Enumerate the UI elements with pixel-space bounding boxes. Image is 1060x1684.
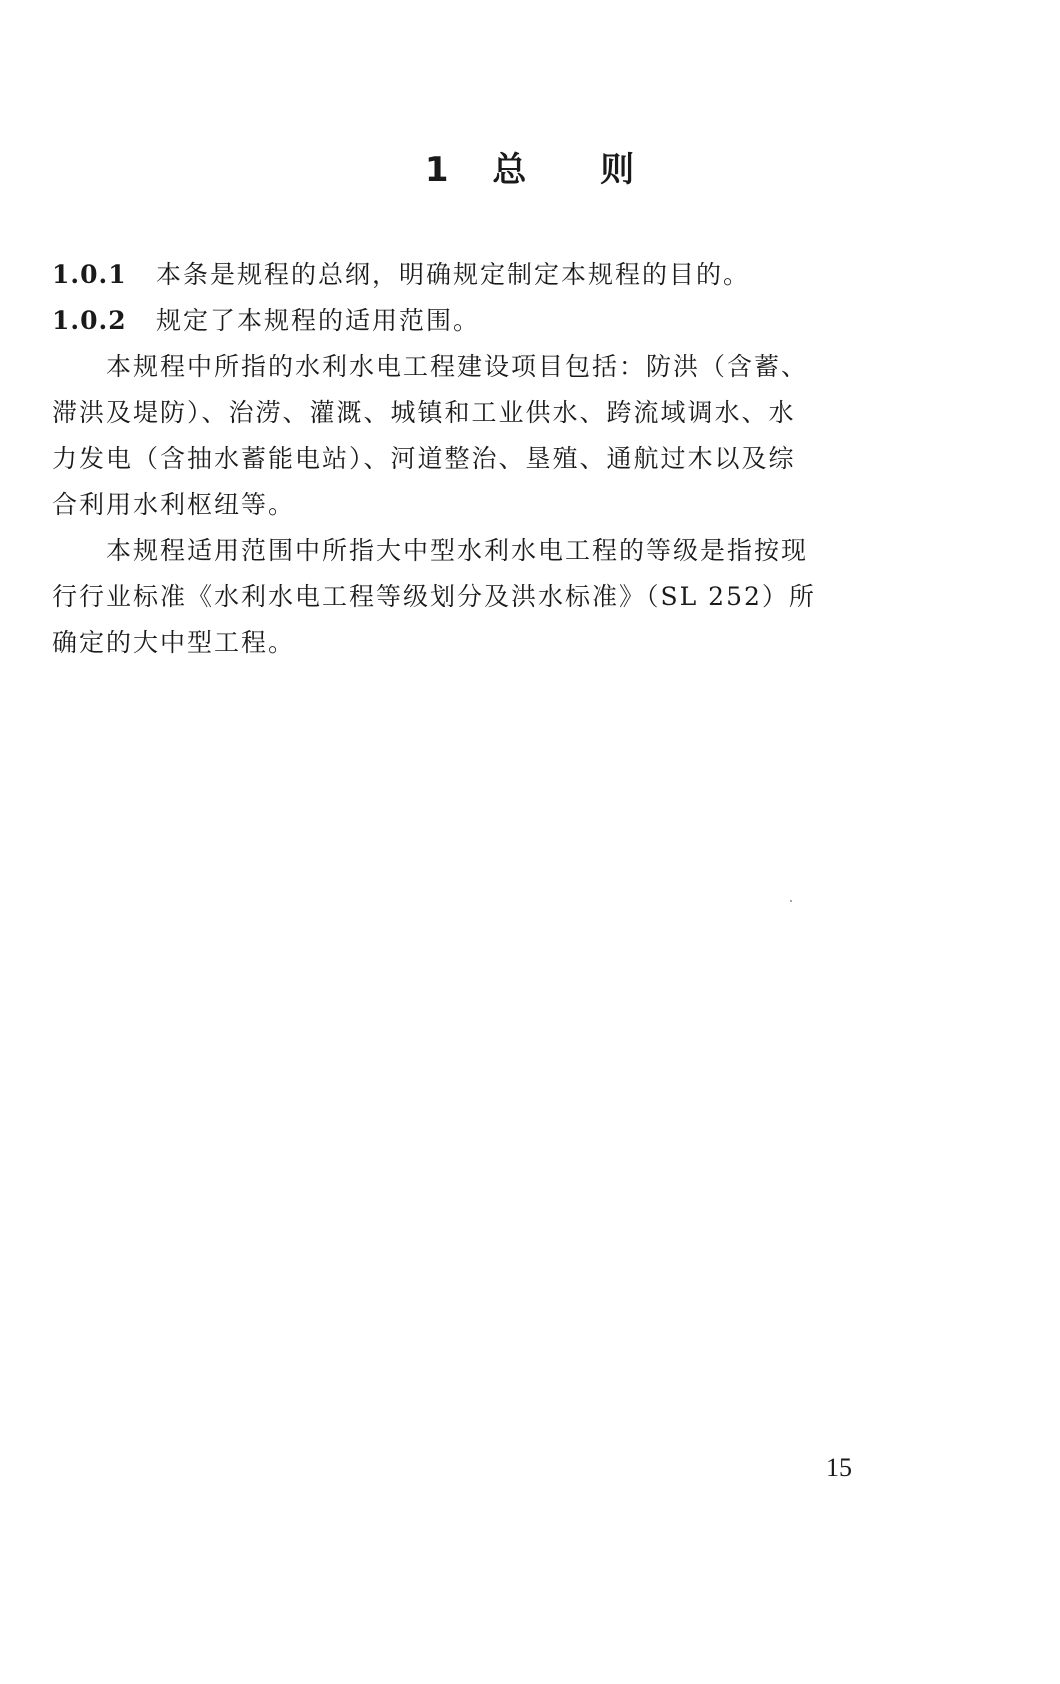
paragraph-2-line-1: 本规程适用范围中所指大中型水利水电工程的等级是指按现	[106, 536, 809, 565]
paragraph-1-line-3: 力发电（含抽水蓄能电站）、河道整治、垦殖、通航过木以及综	[52, 444, 796, 473]
paragraph-1-line-1: 本规程中所指的水利水电工程建设项目包括：防洪（含蓄、	[106, 352, 809, 381]
chapter-number: 1	[424, 150, 450, 190]
paragraph-2-line-2: 行行业标准《水利水电工程等级划分及洪水标准》（SL 252）所	[52, 582, 816, 611]
body-text	[52, 252, 912, 666]
clause-number: 1.0.2	[52, 306, 127, 335]
clause-text: 本条是规程的总纲，明确规定制定本规程的目的。	[156, 260, 751, 289]
chapter-title-word-2: 则	[600, 150, 636, 190]
clause-number: 1.0.1	[52, 260, 127, 289]
paragraph-1-line-4: 合利用水利枢纽等。	[52, 490, 296, 519]
chapter-title-word-1: 总	[492, 150, 528, 190]
scan-speck	[790, 900, 792, 902]
paragraph-1-line-2: 滞洪及堤防）、治涝、灌溉、城镇和工业供水、跨流域调水、水	[52, 398, 796, 427]
chapter-title	[0, 142, 1060, 191]
clause-text: 规定了本规程的适用范围。	[156, 306, 481, 335]
paragraph-2-line-3: 确定的大中型工程。	[52, 628, 296, 657]
page-number: 15	[826, 1453, 852, 1482]
clause-1-0-2	[52, 298, 912, 344]
clause-1-0-1	[52, 252, 912, 298]
